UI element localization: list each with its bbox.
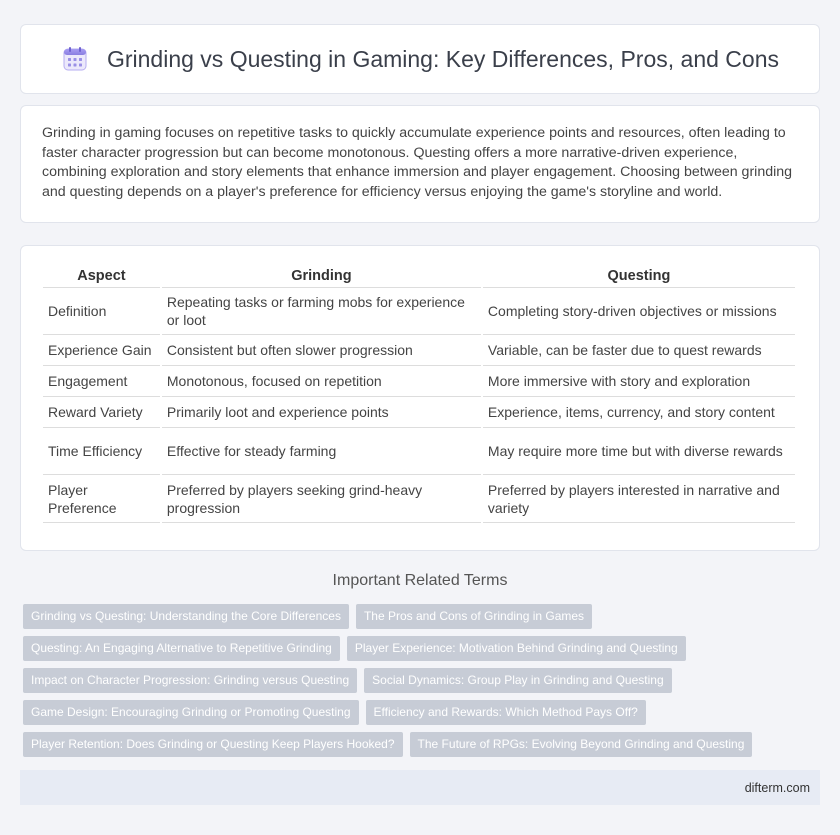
table-cell: Primarily loot and experience points [162, 397, 481, 428]
table-cell: Experience, items, currency, and story content [483, 397, 795, 428]
page-footer [20, 770, 820, 805]
table-cell: Experience Gain [43, 335, 160, 366]
table-cell: Effective for steady farming [162, 428, 481, 475]
table-cell: Monotonous, focused on repetition [162, 366, 481, 397]
related-term-link[interactable]: Efficiency and Rewards: Which Method Pays Off? [366, 700, 646, 725]
related-terms-list [23, 604, 823, 764]
comparison-table [41, 264, 797, 523]
intro-text: Grinding in gaming focuses on repetitive tasks to quickly accumulate experience points and resources, often leading to faster character progression but can become monotonous. Questing offers a more narrative-driven experience, combining exploration and story elements that enhance immersion and player engagement. Choosing between grinding and questing depends on a player's preference for efficiency versus enjoying the game's storyline and world. [42, 125, 793, 200]
related-term-link[interactable]: The Future of RPGs: Evolving Beyond Grinding and Questing [410, 732, 753, 757]
table-row [43, 428, 795, 475]
table-row [43, 288, 795, 335]
calendar-icon [61, 45, 89, 73]
related-term-link[interactable]: Player Experience: Motivation Behind Grinding and Questing [347, 636, 686, 661]
related-term-link[interactable]: Player Retention: Does Grinding or Questing Keep Players Hooked? [23, 732, 403, 757]
table-cell: Repeating tasks or farming mobs for experience or loot [162, 288, 481, 335]
table-cell: Definition [43, 288, 160, 335]
column-header-questing: Questing [483, 264, 795, 288]
comparison-card [20, 245, 820, 551]
table-cell: Engagement [43, 366, 160, 397]
table-cell: Player Preference [43, 475, 160, 523]
page-header [20, 24, 820, 94]
table-row [43, 366, 795, 397]
table-row [43, 475, 795, 523]
page-title: Grinding vs Questing in Gaming: Key Differences, Pros, and Cons [106, 45, 779, 72]
table-cell: May require more time but with diverse rewards [483, 428, 795, 475]
table-cell: Time Efficiency [43, 428, 160, 475]
related-term-link[interactable]: Grinding vs Questing: Understanding the Core Differences [23, 604, 349, 629]
related-terms-title: Important Related Terms [332, 572, 508, 589]
table-cell: Consistent but often slower progression [162, 335, 481, 366]
related-term-link[interactable]: Game Design: Encouraging Grinding or Promoting Questing [23, 700, 359, 725]
site-name[interactable]: difterm.com [744, 780, 810, 795]
related-term-link[interactable]: Social Dynamics: Group Play in Grinding and Questing [364, 668, 671, 693]
table-cell: Preferred by players interested in narrative and variety [483, 475, 795, 523]
table-cell: Preferred by players seeking grind-heavy progression [162, 475, 481, 523]
intro-card [20, 105, 820, 223]
column-header-grinding: Grinding [162, 264, 481, 288]
table-cell: Variable, can be faster due to quest rewards [483, 335, 795, 366]
table-row [43, 397, 795, 428]
table-header-row [43, 264, 795, 288]
table-cell: More immersive with story and exploration [483, 366, 795, 397]
table-row [43, 335, 795, 366]
related-term-link[interactable]: Impact on Character Progression: Grinding versus Questing [23, 668, 357, 693]
related-term-link[interactable]: The Pros and Cons of Grinding in Games [356, 604, 592, 629]
column-header-aspect: Aspect [43, 264, 160, 288]
related-term-link[interactable]: Questing: An Engaging Alternative to Repetitive Grinding [23, 636, 340, 661]
table-cell: Completing story-driven objectives or missions [483, 288, 795, 335]
table-cell: Reward Variety [43, 397, 160, 428]
